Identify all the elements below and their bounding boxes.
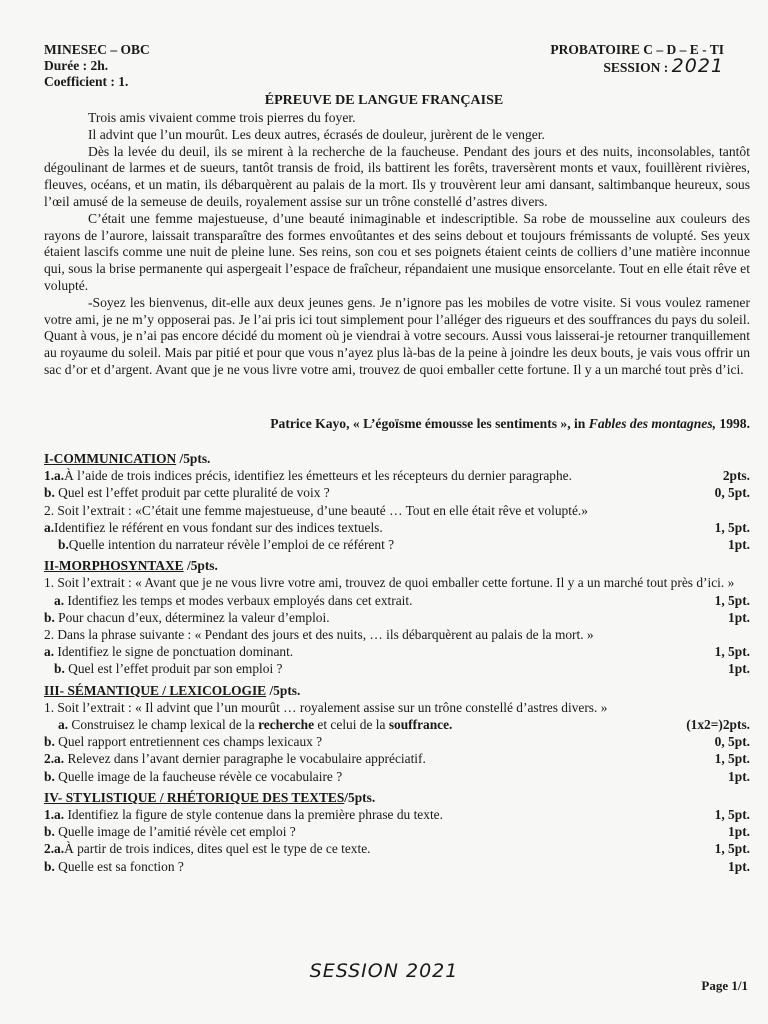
session-handwritten-year: 2021 [671,55,724,77]
page-title: ÉPREUVE DE LANGUE FRANÇAISE [264,93,504,108]
ministry-label: MINESEC – OBC [44,42,150,57]
question: b. Quel rapport entretiennent ces champs lexicaux ? 0, 5pt. [44,734,750,750]
section-morphosyntaxe: II-MORPHOSYNTAXE /5pts. [44,558,218,574]
question: a. Identifiez le signe de ponctuation dominant. 1, 5pt. [44,644,750,660]
question: b. Pour chacun d’eux, déterminez la valeur d’emploi. 1pt. [44,609,750,625]
question: a.Identifiez le référent en vous fondant sur des indices textuels. 1, 5pt. [44,519,750,535]
session-line [550,55,724,77]
question: 2. Soit l’extrait : «C’était une femme majestueuse, d’une beauté … Tout en elle était rêve et volupté.» [44,502,588,518]
reading-text [44,110,750,379]
paragraph: Il advint que l’un mourût. Les deux autres, écrasés de douleur, jurèrent de le venger. [88,126,545,142]
question: b. Quelle image de l’amitié révèle cet emploi ? 1pt. [44,824,750,840]
section-communication: I-COMMUNICATION /5pts. [44,451,211,466]
question: 2.a.À partir de trois indices, dites quel est le type de ce texte. 1, 5pt. [44,841,750,857]
paragraph: Trois amis vivaient comme trois pierres du foyer. [88,110,356,125]
question: 1. Soit l’extrait : « Avant que je ne vous livre votre ami, trouvez de quoi emballer cette fortune. Il y a un marché tout près d’ici. » [44,575,735,591]
question: b. Quel est l’effet produit par cette pluralité de voix ? 0, 5pt. [44,485,750,501]
work-title: Fables des montagnes, [588,416,717,431]
paragraph: Dès la levée du deuil, ils se mirent à la recherche de la faucheuse. Pendant des jours et des nuits, inconsolables, tantôt dégoulinant de larmes et de sueurs, tantôt transis de froid, ils battirent les forêts, traversèrent monts et vaux, fouillèrent rivières, fleuves, océans, et un matin, ils débarquèrent au palais de la mort. Ils y trouvèrent leur ami dansant, saltimbanque heureux, sous l’œil amusé de la semeuse de deuils, royalement assise sur un trône constellé d’astres divers. [44,143,750,209]
coefficient-label: Coefficient : 1. [44,74,129,89]
duration-label: Durée : 2h. [44,58,109,73]
question: b. Quelle est sa fonction ? 1pt. [44,858,750,874]
question: 2. Dans la phrase suivante : « Pendant des jours et des nuits, … ils débarquèrent au palais de la mort. » [44,627,594,643]
header-left [44,42,150,90]
question: a. Construisez le champ lexical de la recherche et celui de la souffrance. (1x2=)2pts. [58,717,750,733]
question: 1.a.À l’aide de trois indices précis, identifiez les émetteurs et les récepteurs du dernier paragraphe. 2pts. [44,468,750,484]
question: 2.a. Relevez dans l’avant dernier paragraphe le vocabulaire appréciatif. 1, 5pt. [44,751,750,767]
question: b. Quel est l’effet produit par son emploi ? 1pt. [54,661,750,677]
paragraph: -Soyez les bienvenus, dit-elle aux deux jeunes gens. Je n’ignore pas les mobiles de votre visite. Si vous voulez ramener votre ami, je ne m’y opposerai pas. Je l’ai pris ici tout simplement pour l’alléger des rigueurs et des souffrances du pays du soleil. Quant à vous, je n’ai pas encore décidé du moment où je viendrai à votre secours. Aussi vous laisserai-je retourner tranquillement au royaume du soleil. Mais par pitié et pour que vous n’ayez plus là-bas de la peine à joindre les deux bouts, je vais vous offrir un sac d’or et d’argent. Avant que je ne vous livre votre ami, trouvez de quoi emballer cette fortune. Il y a un marché tout près d’ici. [44,294,750,377]
question: b.Quelle intention du narrateur révèle l’emploi de ce référent ? 1pt. [58,537,750,553]
session-label: SESSION : [603,60,669,75]
section-stylistique: IV- STYLISTIQUE / RHÉTORIQUE DES TEXTES/5pts. [44,789,376,805]
question: 1.a. Identifiez la figure de style contenue dans la première phrase du texte. 1, 5pt. [44,807,750,823]
paragraph: C’était une femme majestueuse, d’une beauté inimaginable et indescriptible. Sa robe de mousseline aux couleurs des rayons de l’aurore, laissait transparaître des formes envoûtantes et des seins debout et toujours frémissants de volupté. Ses yeux étaient lascifs comme une nuit de pleine lune. Ses reins, son cou et ses poignets étaient ceints de colliers d’une matière inconnue qui, sous la brise permanente qui aspergeait l’espace de fraîcheur, répandaient une musique ensorcelante. Tout en elle était rêve et volupté. [44,210,750,293]
page-number: Page 1/1 [701,978,748,993]
section-semantique: III- SÉMANTIQUE / LEXICOLOGIE /5pts. [44,682,301,698]
header-right [550,42,724,76]
exam-series: PROBATOIRE C – D – E - TI [550,42,724,57]
question: 1. Soit l’extrait : « Il advint que l’un mourût … royalement assise sur un trône constellé d’astres divers. » [44,699,608,715]
question: b. Quelle image de la faucheuse révèle ce vocabulaire ? 1pt. [44,768,750,784]
attribution: Patrice Kayo, « L’égoïsme émousse les sentiments », in Fables des montagnes, 1998. [270,416,750,431]
questions [44,446,750,875]
question: a. Identifiez les temps et modes verbaux employés dans cet extrait. 1, 5pt. [54,592,750,608]
handwritten-session-note: SESSION 2021 [309,960,459,982]
